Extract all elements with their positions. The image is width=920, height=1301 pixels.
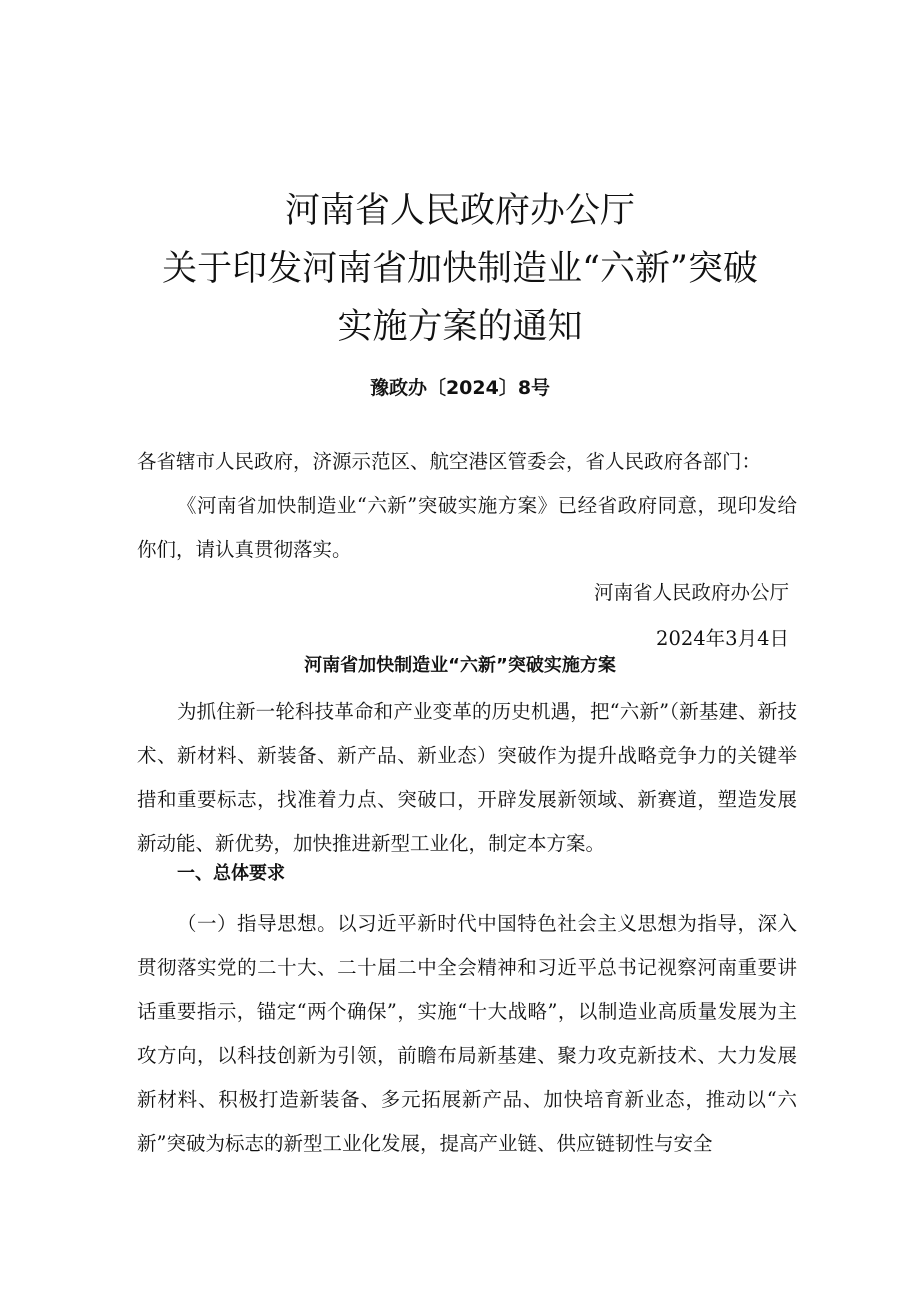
signature-block (594, 570, 789, 662)
plan-title: 河南省加快制造业“六新”突破实施方案 (304, 655, 616, 676)
guiding-thought-paragraph: （一）指导思想。以习近平新时代中国特色社会主义思想为指导，深入贯彻落实党的二十大、二十届二中全会精神和习近平总书记视察河南重要讲话重要指示，锚定“两个确保”，实施“十大战略”，以制造业高质量发展为主攻方向，以科技创新为引领，前瞻布局新基建、聚力攻克新技术、大力发展新材料、积极打造新装备、多元拓展新产品、加快培育新业态，推动以“六新”突破为标志的新型工业化发展，提高产业链、供应链韧性与安全 (137, 912, 797, 1155)
document-number: 豫政办〔2024〕8号 (369, 377, 551, 399)
plan-intro-paragraph: 为抓住新一轮科技革命和产业变革的历史机遇，把“六新”（新基建、新技术、新材料、新装备、新产品、新业态）突破作为提升战略竞争力的关键举措和重要标志，找准着力点、突破口，开辟发展新领域、新赛道，塑造发展新动能、新优势，加快推进新型工业化，制定本方案。 (137, 700, 797, 855)
notice-body: 《河南省加快制造业“六新”突破实施方案》已经省政府同意，现印发给你们，请认真贯彻落实。 (137, 494, 797, 561)
issuer-name: 河南省人民政府办公厅 (593, 581, 789, 604)
section-heading: 一、总体要求 (177, 863, 285, 884)
issue-date: 2024年3月4日 (656, 627, 789, 650)
addressee: 各省辖市人民政府，济源示范区、航空港区管委会，省人民政府各部门： (137, 450, 762, 473)
notice-title-line-2: 关于印发河南省加快制造业“六新”突破 (162, 249, 758, 289)
notice-title-line-1: 河南省人民政府办公厅 (284, 191, 635, 231)
notice-title-line-3: 实施方案的通知 (337, 307, 583, 347)
notice-title (0, 182, 920, 356)
